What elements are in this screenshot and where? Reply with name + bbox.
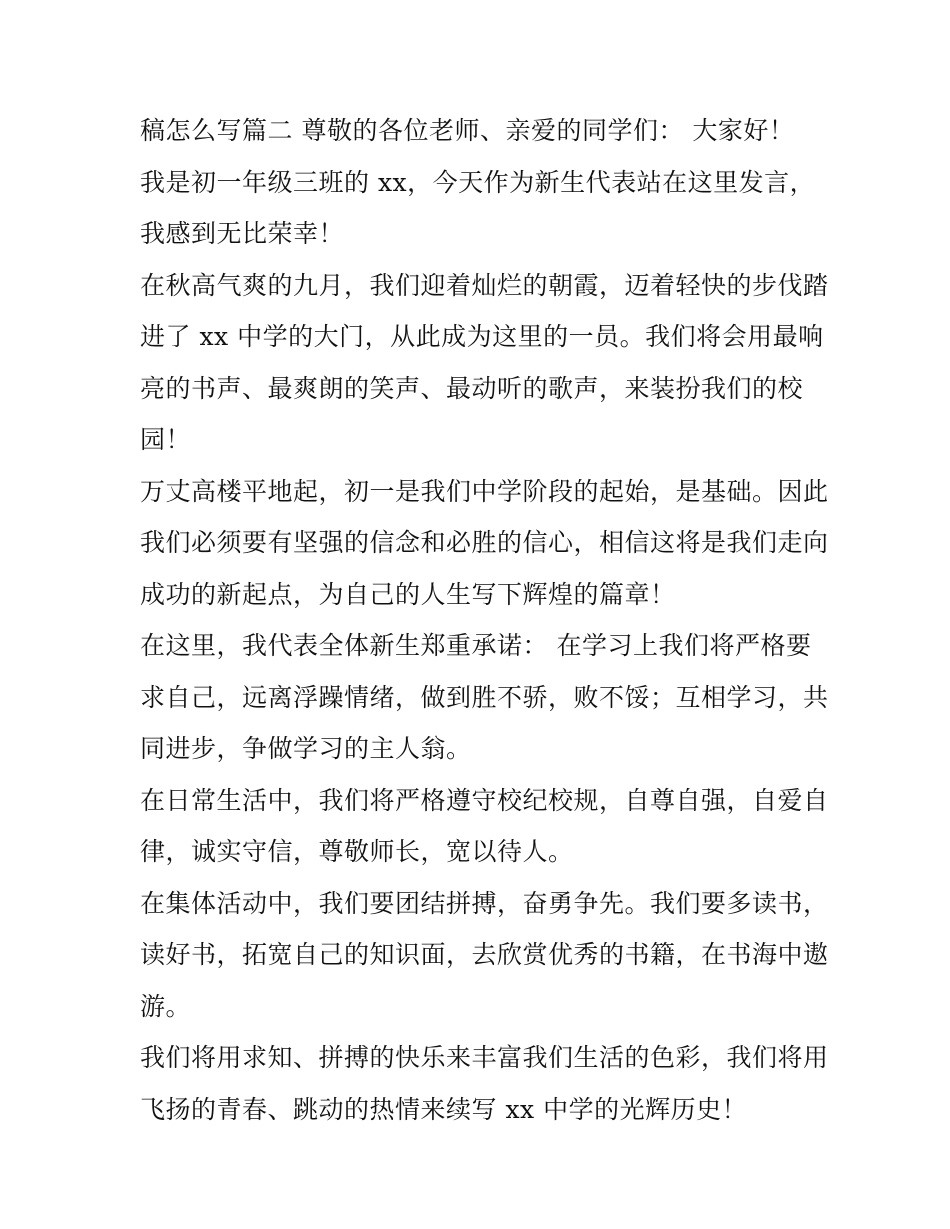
text-line: 我们将用求知、拼搏的快乐来丰富我们生活的色彩，我们将用	[140, 1043, 829, 1072]
text-line: 万丈高楼平地起，初一是我们中学阶段的起始，是基础。因此	[140, 476, 829, 506]
text-line: 在这里，我代表全体新生郑重承诺： 在学习上我们将严格要	[140, 631, 812, 660]
text-line: 我感到无比荣幸！	[140, 219, 345, 248]
text-line: 律，诚实守信，尊敬师长，宽以待人。	[140, 837, 574, 866]
text-line: 在集体活动中，我们要团结拼搏，奋勇争先。我们要多读书，	[140, 888, 829, 918]
text-line: 飞扬的青春、跳动的热情来续写 xx 中学的光辉历史！	[140, 1094, 748, 1124]
text-line: 成功的新起点，为自己的人生写下辉煌的篇章！	[140, 579, 676, 609]
text-line: 亮的书声、最爽朗的笑声、最动听的歌声，来装扮我们的校	[140, 373, 804, 403]
text-line: 稿怎么写篇二 尊敬的各位老师、亲爱的同学们： 大家好！	[140, 116, 795, 145]
text-line: 园！	[140, 425, 192, 454]
text-line: 我们必须要有坚强的信念和必胜的信心，相信这将是我们走向	[140, 528, 829, 557]
text-line: 进了 xx 中学的大门，从此成为这里的一员。我们将会用最响	[140, 322, 824, 351]
text-line: 游。	[140, 991, 192, 1021]
text-line: 我是初一年级三班的 xx，今天作为新生代表站在这里发言，	[140, 167, 816, 197]
document-body	[140, 105, 830, 1135]
text-line: 读好书，拓宽自己的知识面，去欣赏优秀的书籍，在书海中遨	[140, 940, 829, 969]
text-line: 在日常生活中，我们将严格遵守校纪校规，自尊自强，自爱自	[140, 785, 829, 815]
text-line: 同进步，争做学习的主人翁。	[140, 734, 472, 763]
text-line: 求自己，远离浮躁情绪，做到胜不骄，败不馁；互相学习，共	[140, 682, 829, 712]
text-line: 在秋高气爽的九月，我们迎着灿烂的朝霞，迈着轻快的步伐踏	[140, 270, 829, 300]
